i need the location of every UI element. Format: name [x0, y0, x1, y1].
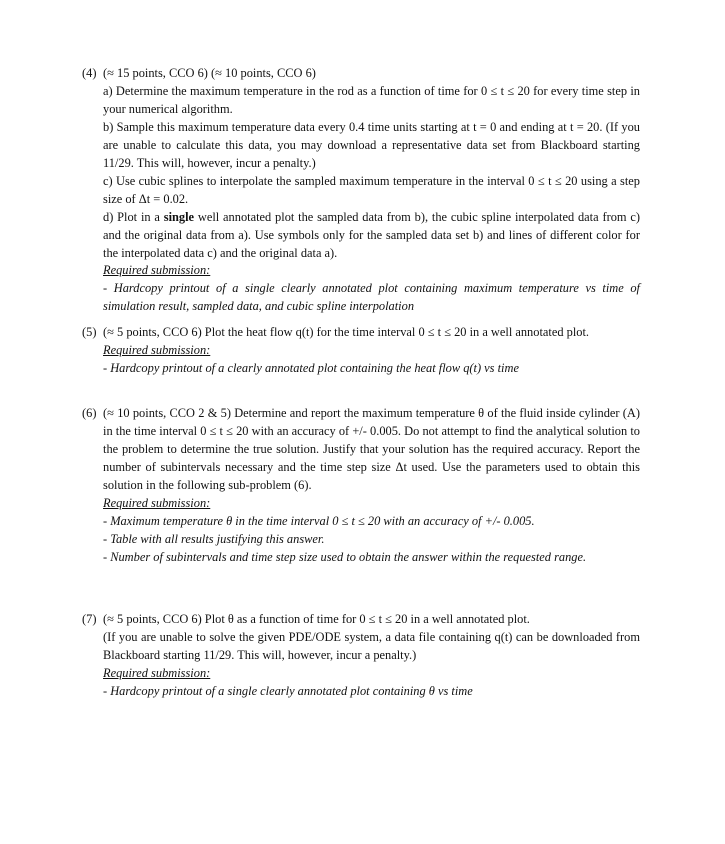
required-submission-label: Required submission:	[103, 342, 211, 357]
problem-number: (4)	[82, 66, 97, 80]
submission-item: - Number of subintervals and time step size used to obtain the answer within the requested range.	[103, 549, 587, 564]
problem-heading: (≈ 15 points, CCO 6) (≈ 10 points, CCO 6)	[103, 66, 316, 80]
part-a: a) Determine the maximum temperature in the rod as a function of time for 0 ≤ t ≤ 20 for every time step in your numerical algorithm.	[103, 83, 640, 116]
problem-number: (6)	[82, 406, 97, 420]
problem-number: (5)	[82, 325, 97, 339]
problem-note: (If you are unable to solve the given PDE/ODE system, a data file containing q(t) can be downloaded from Blackboard starting 11/29. This will, however, incur a penalty.)	[103, 629, 640, 662]
problem-5	[82, 324, 640, 378]
submission-item: - Maximum temperature θ in the time interval 0 ≤ t ≤ 20 with an accuracy of +/- 0.005.	[103, 513, 535, 528]
problem-text: (≈ 5 points, CCO 6) Plot the heat flow q(t) for the time interval 0 ≤ t ≤ 20 in a well annotated plot.	[103, 325, 589, 339]
part-d: d) Plot in a single well annotated plot the sampled data from b), the cubic spline interpolated data from c) and the original data from a). Use symbols only for the sampled data set b) and lines of different color for the interpolated data c) and the original data a).	[103, 209, 640, 260]
submission-item: - Hardcopy printout of a single clearly annotated plot containing θ vs time	[103, 683, 473, 698]
required-submission-label: Required submission:	[103, 263, 211, 278]
submission-item: - Hardcopy printout of a single clearly annotated plot containing maximum temperature vs time of simulation result, sampled data, and cubic spline interpolation	[103, 281, 640, 314]
problem-number: (7)	[82, 612, 97, 626]
required-submission-label: Required submission:	[103, 495, 211, 510]
problem-4	[82, 65, 640, 316]
submission-item: - Table with all results justifying this answer.	[103, 531, 325, 546]
problem-text: (≈ 5 points, CCO 6) Plot θ as a function of time for 0 ≤ t ≤ 20 in a well annotated plot.	[103, 612, 530, 626]
part-c: c) Use cubic splines to interpolate the sampled maximum temperature in the interval 0 ≤ t ≤ 20 using a step size of Δt = 0.02.	[103, 173, 640, 206]
part-b: b) Sample this maximum temperature data every 0.4 time units starting at t = 0 and ending at t = 20. (If you are unable to calculate this data, you may download a representative data set from Blackboard starting 11/29. This will, however, incur a penalty.)	[103, 119, 640, 170]
problem-7	[82, 611, 640, 701]
problem-6	[82, 405, 640, 567]
problem-text: (≈ 10 points, CCO 2 & 5) Determine and report the maximum temperature θ of the fluid inside cylinder (A) in the time interval 0 ≤ t ≤ 20 with an accuracy of +/- 0.005. Do not attempt to find the analytical solution to the problem to determine the true solution. Justify that your solution has the required accuracy. Report the number of subintervals necessary and the time step size Δt used. Use the parameters used to obtain this solution in the following sub-problem (6).	[103, 406, 640, 492]
required-submission-label: Required submission:	[103, 665, 211, 680]
submission-item: - Hardcopy printout of a clearly annotated plot containing the heat flow q(t) vs time	[103, 360, 519, 375]
